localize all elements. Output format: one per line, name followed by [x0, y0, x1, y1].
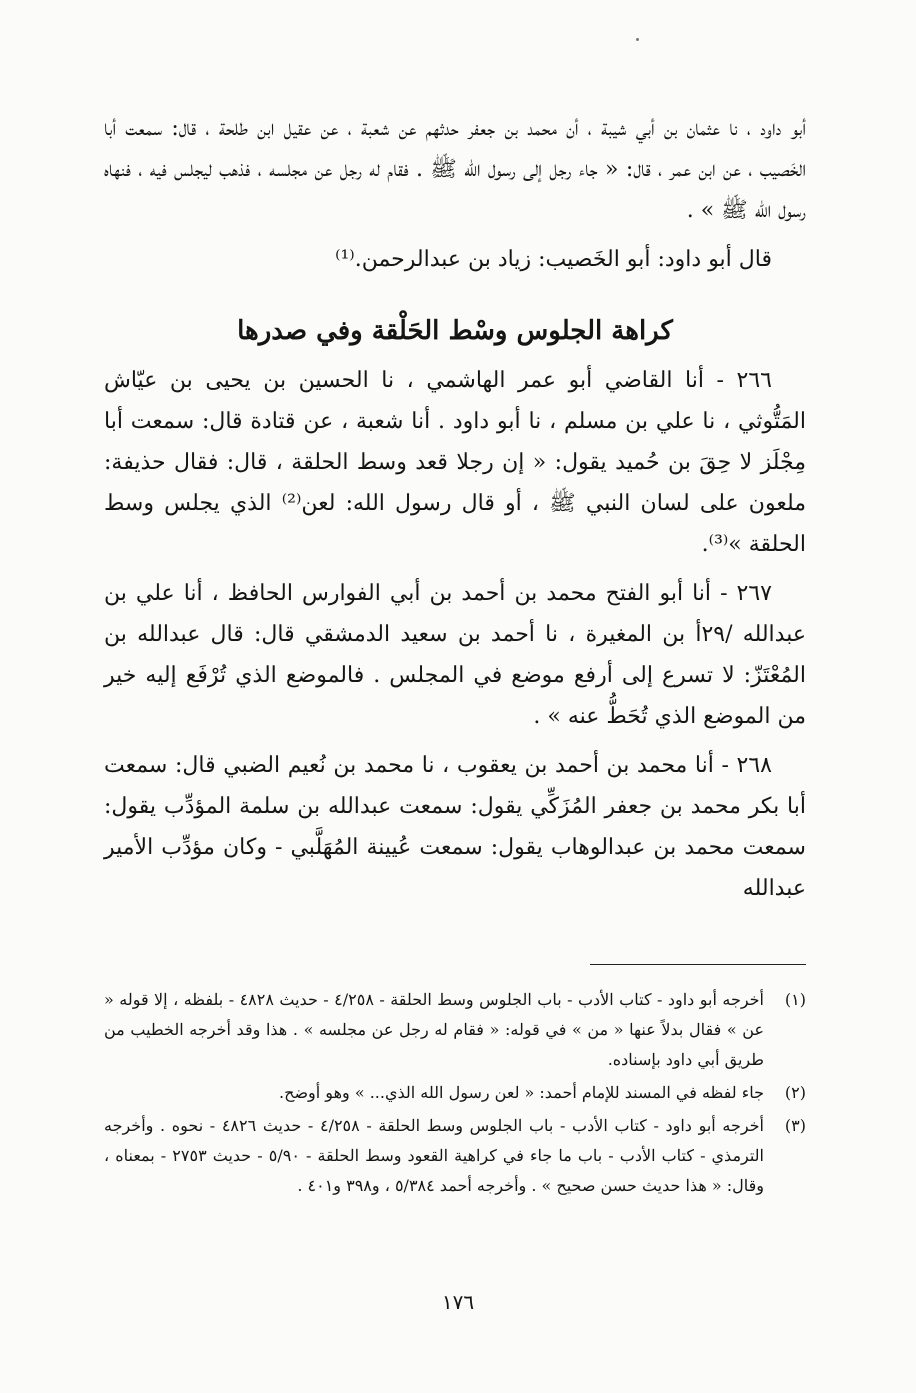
footnote-text: جاء لفظه في المسند للإمام أحمد: « لعن رسول الله الذي... » وهو أوضح.	[279, 1083, 764, 1102]
footnote-number: (٢)	[784, 1083, 806, 1102]
footnote-text: أخرجه أبو داود - كتاب الأدب - باب الجلوس وسط الحلقة - ٤/٢٥٨ - حديث ٤٨٢٦ - نحوه . وأخرجه الترمذي - كتاب الأدب - باب ما جاء في كراهية القعود وسط الحلقة - ٥/٩٠ - حديث ٢٧٥٣ - بمعناه ، وقال: « هذا حديث حسن صحيح » . وأخرجه أحمد ٥/٣٨٤ ، و٣٩٨ و٤٠١ .	[104, 1116, 765, 1195]
footnote-number: (١)	[784, 990, 806, 1009]
paragraph-2: قال أبو داود: أبو الخَصيب: زياد بن عبدالرحمن.⁽¹⁾	[335, 247, 772, 272]
footnotes	[104, 985, 806, 1204]
footnote-text: أخرجه أبو داود - كتاب الأدب - باب الجلوس وسط الحلقة - ٤/٢٥٨ - حديث ٤٨٢٨ - بلفظه ، إلا قوله « عن » فقال بدلاً عنها « من » في قوله: « فقام له رجل عن مجلسه » . هذا وقد أخرجه الخطيب من طريق أبي داود بإسناده.	[104, 990, 765, 1069]
paragraph-1: أبو داود ، نا عثمان بن أبي شيبة ، أن محمد بن جعفر حدثهم عن شعبة ، عن عقيل ابن طلحة ، قال: سمعت أبا الخَصيب ، عن ابن عمر ، قال: « جاء رجل إلى رسول الله ﷺ . فقام له رجل عن مجلسه ، فذهب ليجلس فيه ، فنهاه رسول الله ﷺ » .	[104, 116, 806, 223]
page-number: ١٧٦	[441, 1290, 475, 1314]
footnote-1	[104, 985, 806, 1075]
entry-268: ٢٦٨ - أنا محمد بن أحمد بن يعقوب ، نا محمد بن نُعيم الضبي قال: سمعت أبا بكر محمد بن جعفر المُزَكِّي يقول: سمعت عبدالله بن سلمة المؤدِّب يقول: سمعت محمد بن عبدالوهاب يقول: سمعت عُيينة المُهَلَّبي - وكان مؤدِّب الأمير عبدالله	[104, 753, 806, 901]
entry-267: ٢٦٧ - أنا أبو الفتح محمد بن أحمد بن أبي الفوارس الحافظ ، أنا علي بن عبدالله /٢٩أ بن المغيرة ، نا أحمد بن سعيد الدمشقي قال: قال عبدالله بن المُعْتَزّ: لا تسرع إلى أرفع موضع في المجلس . فالموضع الذي تُرْفَع إليه خير من الموضع الذي تُحَطُّ عنه » .	[104, 581, 806, 729]
footnote-3	[104, 1111, 806, 1201]
entry-266: ٢٦٦ - أنا القاضي أبو عمر الهاشمي ، نا الحسين بن يحيى بن عيّاش المَتُّوثي ، نا علي بن مسلم ، نا أبو داود . أنا شعبة ، عن قتادة قال: سمعت أبا مِجْلَز لا حِقَ بن حُميد يقول: « إن رجلا قعد وسط الحلقة ، قال: فقال حذيفة: ملعون على لسان النبي ﷺ ، أو قال رسول الله: لعن⁽²⁾ الذي يجلس وسط الحلقة »⁽³⁾.	[104, 368, 807, 557]
scan-speck	[636, 38, 639, 41]
footnote-number: (٣)	[784, 1116, 806, 1135]
footnote-separator	[590, 964, 806, 965]
footnote-2	[104, 1078, 806, 1108]
section-heading: كراهة الجلوس وسْط الحَلْقة وفي صدرها	[237, 316, 673, 346]
page-body	[104, 108, 806, 917]
